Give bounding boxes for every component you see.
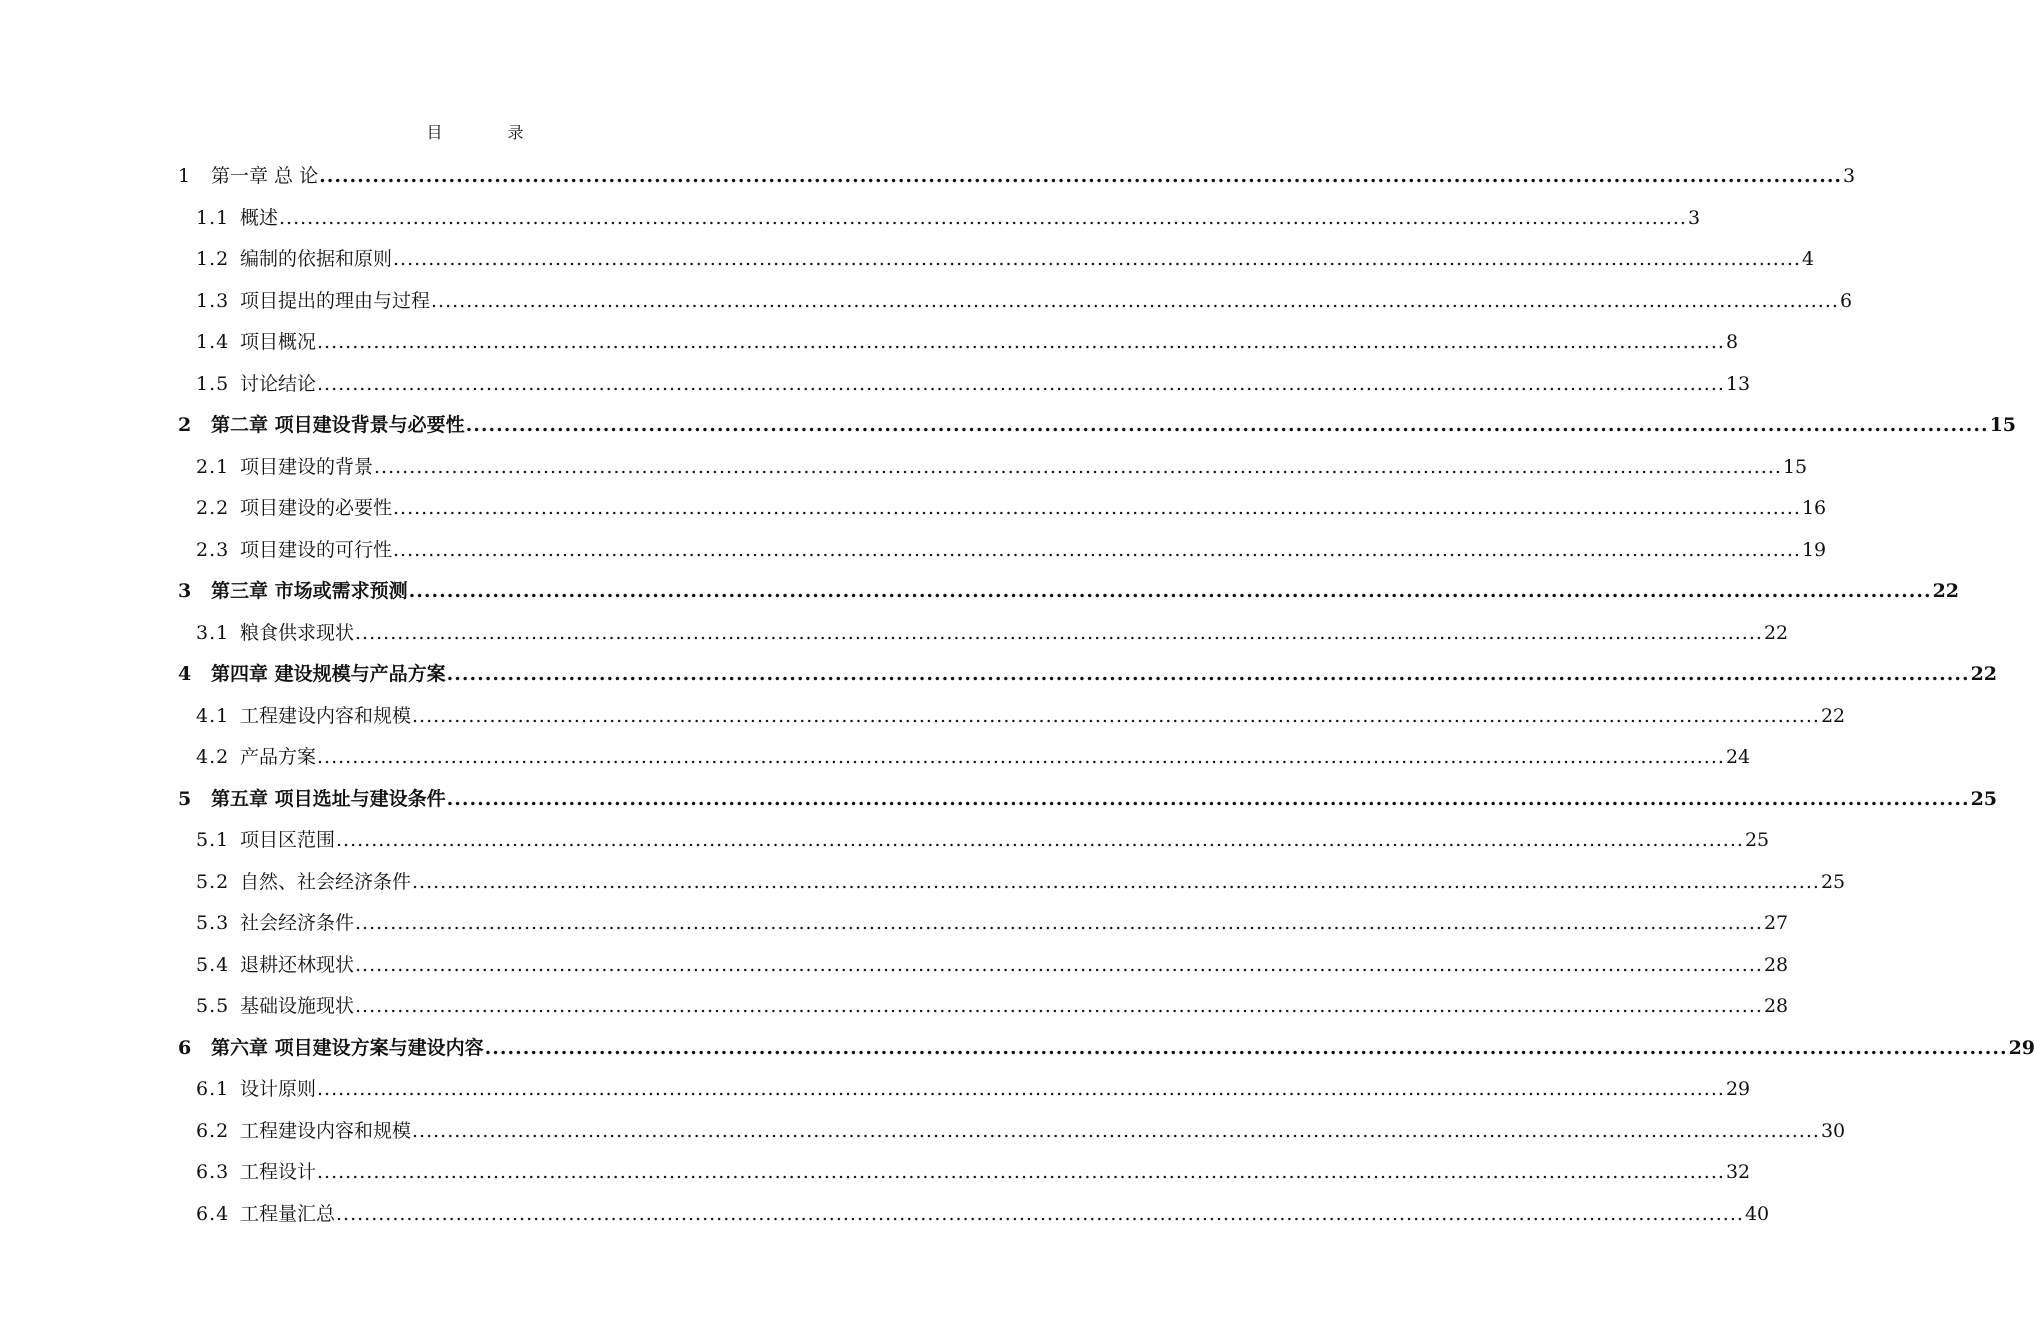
entry-page-number: 40 [1744,1202,1770,1225]
toc-section-entry[interactable] [196,986,1789,1026]
toc-section-entry[interactable] [196,613,1789,653]
entry-title: 项目概况 [240,331,317,353]
toc-section-entry[interactable] [196,737,1751,777]
entry-page-number: 22 [1970,663,1998,685]
entry-number: 5.1 [196,829,230,851]
entry-page-number: 29 [1725,1078,1751,1100]
dot-leader: ........................................................................................................................................................................................................ [408,580,1932,602]
entry-page-number: 3 [1843,165,1856,187]
toc-title: 目 录 [426,123,554,142]
toc-chapter-entry[interactable] [178,779,1998,819]
entry-number: 3.1 [196,621,230,644]
entry-title: 设计原则 [240,1078,317,1100]
entry-title: 粮食供求现状 [240,621,355,644]
entry-page-number: 8 [1725,331,1739,353]
dot-leader: ........................................................................................................................................................................................................ [279,206,1687,229]
entry-number: 2.3 [196,538,230,561]
entry-title: 第六章 项目建设方案与建设内容 [211,1036,484,1059]
entry-number: 3 [178,580,192,602]
dot-leader: ........................................................................................................................................................................................................ [317,1078,1725,1100]
entry-page-number: 25 [1970,787,1998,810]
toc-section-entry[interactable] [196,198,1701,238]
entry-title: 项目建设的可行性 [240,538,393,561]
entry-number: 1.3 [196,289,230,312]
entry-page-number: 25 [1744,829,1770,851]
toc-section-entry[interactable] [196,281,1853,321]
dot-leader: ........................................................................................................................................................................................................ [393,538,1801,561]
entry-number: 1 [178,165,191,187]
entry-page-number: 22 [1820,704,1846,727]
dot-leader: ........................................................................................................................................................................................................ [412,704,1820,727]
entry-page-number: 19 [1801,538,1827,561]
entry-title: 项目建设的必要性 [240,497,393,519]
toc-section-entry[interactable] [196,1194,1770,1234]
entry-number: 6.3 [196,1161,230,1183]
toc-section-entry[interactable] [196,696,1846,736]
toc-section-entry[interactable] [196,862,1846,902]
entry-number: 1.1 [196,206,230,229]
dot-leader: ........................................................................................................................................................................................................ [319,165,1843,187]
entry-number: 6.2 [196,1119,230,1142]
entry-title: 讨论结论 [240,372,317,395]
entry-page-number: 3 [1687,206,1701,229]
entry-title: 项目建设的背景 [240,455,374,478]
dot-leader: ........................................................................................................................................................................................................ [355,995,1763,1017]
entry-title: 第一章 总 论 [211,165,319,187]
dot-leader: ........................................................................................................................................................................................................ [484,1036,2008,1059]
entry-number: 5.5 [196,995,230,1017]
entry-page-number: 13 [1725,372,1751,395]
entry-number: 1.2 [196,248,230,270]
dot-leader: ........................................................................................................................................................................................................ [393,248,1801,270]
toc-section-entry[interactable] [196,488,1827,528]
dot-leader: ........................................................................................................................................................................................................ [431,289,1839,312]
entry-title: 第五章 项目选址与建设条件 [211,787,446,810]
toc-section-entry[interactable] [196,1069,1751,1109]
entry-page-number: 27 [1763,912,1789,934]
entry-page-number: 6 [1839,289,1853,312]
entry-title: 概述 [240,206,279,229]
entry-page-number: 28 [1763,953,1789,976]
entry-page-number: 4 [1801,248,1815,270]
toc-section-entry[interactable] [196,945,1789,985]
entry-title: 工程建设内容和规模 [240,704,412,727]
dot-leader: ........................................................................................................................................................................................................ [317,331,1725,353]
toc-section-entry[interactable] [196,322,1739,362]
entry-title: 产品方案 [240,746,317,768]
toc-chapter-entry[interactable] [178,405,2017,445]
entry-title: 工程建设内容和规模 [240,1119,412,1142]
entry-page-number: 15 [1782,455,1808,478]
entry-number: 1.5 [196,372,230,395]
dot-leader: ........................................................................................................................................................................................................ [393,497,1801,519]
entry-title: 项目提出的理由与过程 [240,289,431,312]
entry-title: 自然、社会经济条件 [240,870,412,893]
entry-title: 编制的依据和原则 [240,248,393,270]
dot-leader: ........................................................................................................................................................................................................ [355,621,1763,644]
toc-section-entry[interactable] [196,530,1827,570]
entry-title: 项目区范围 [240,829,336,851]
entry-number: 4 [178,663,192,685]
entry-page-number: 22 [1763,621,1789,644]
dot-leader: ........................................................................................................................................................................................................ [465,414,1989,436]
entry-title: 基础设施现状 [240,995,355,1017]
entry-page-number: 32 [1725,1161,1751,1183]
dot-leader: ........................................................................................................................................................................................................ [374,455,1782,478]
entry-number: 4.1 [196,704,230,727]
dot-leader: ........................................................................................................................................................................................................ [317,372,1725,395]
toc-section-entry[interactable] [196,903,1789,943]
dot-leader: ........................................................................................................................................................................................................ [412,1119,1820,1142]
entry-page-number: 30 [1820,1119,1846,1142]
dot-leader: ........................................................................................................................................................................................................ [336,829,1744,851]
dot-leader: ........................................................................................................................................................................................................ [317,746,1725,768]
entry-number: 5 [178,787,192,810]
entry-number: 5.3 [196,912,230,934]
dot-leader: ........................................................................................................................................................................................................ [412,870,1820,893]
toc-section-entry[interactable] [196,364,1751,404]
toc-chapter-entry[interactable] [178,571,1960,611]
entry-title: 第二章 项目建设背景与必要性 [211,414,465,436]
entry-title: 工程设计 [240,1161,317,1183]
entry-number: 5.4 [196,953,230,976]
entry-page-number: 25 [1820,870,1846,893]
entry-number: 4.2 [196,746,230,768]
toc-section-entry[interactable] [196,447,1808,487]
entry-page-number: 22 [1932,580,1960,602]
toc-chapter-entry[interactable] [178,1028,2035,1068]
toc-section-entry[interactable] [196,1152,1751,1192]
entry-page-number: 28 [1763,995,1789,1017]
entry-number: 6 [178,1036,192,1059]
entry-page-number: 24 [1725,746,1751,768]
toc-section-entry[interactable] [196,1111,1846,1151]
toc-section-entry[interactable] [196,239,1815,279]
dot-leader: ........................................................................................................................................................................................................ [336,1202,1744,1225]
entry-page-number: 15 [1989,414,2017,436]
entry-title: 退耕还林现状 [240,953,355,976]
toc-chapter-entry[interactable] [178,156,1856,196]
entry-number: 6.1 [196,1078,230,1100]
toc-chapter-entry[interactable] [178,654,1998,694]
dot-leader: ........................................................................................................................................................................................................ [446,787,1970,810]
entry-number: 6.4 [196,1202,230,1225]
dot-leader: ........................................................................................................................................................................................................ [446,663,1970,685]
entry-page-number: 29 [2008,1036,2035,1059]
entry-title: 第三章 市场或需求预测 [211,580,408,602]
toc-section-entry[interactable] [196,820,1770,860]
entry-number: 1.4 [196,331,230,353]
dot-leader: ........................................................................................................................................................................................................ [355,953,1763,976]
entry-number: 5.2 [196,870,230,893]
entry-title: 社会经济条件 [240,912,355,934]
dot-leader: ........................................................................................................................................................................................................ [317,1161,1725,1183]
entry-page-number: 16 [1801,497,1827,519]
entry-title: 第四章 建设规模与产品方案 [211,663,446,685]
dot-leader: ........................................................................................................................................................................................................ [355,912,1763,934]
entry-number: 2.1 [196,455,230,478]
entry-number: 2 [178,414,192,436]
entry-number: 2.2 [196,497,230,519]
entry-title: 工程量汇总 [240,1202,336,1225]
